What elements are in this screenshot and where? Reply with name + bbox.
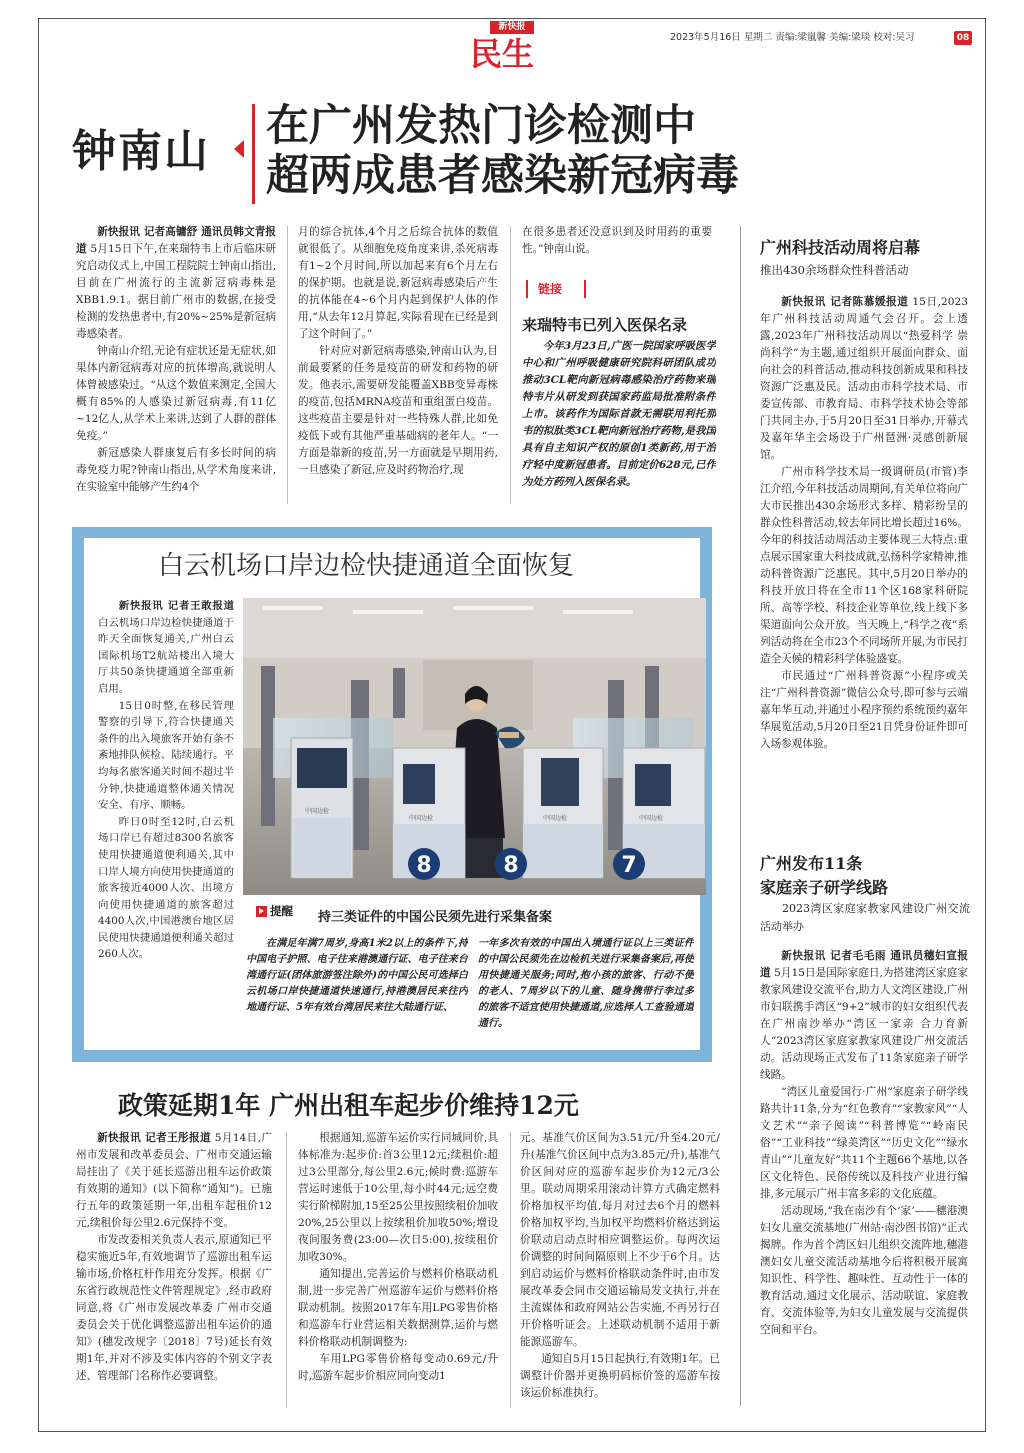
lead-arrow: [234, 140, 244, 158]
lead-paragraph: 月的综合抗体,4个月之后综合抗体的数值就很低了。从细胞免疫角度来讲,杀死病毒有1~2个月时间,所以加起来有6个月左右的保护期。也就是说,新冠病毒感染后产生的抗体能在4~6个月内起到保护人体的作用,“从去年12月算起,实际看现在已经是到了这个时间了。”: [298, 226, 498, 340]
taxi-column-1: 新快报讯 记者王彤报道 5月14日,广州市发展和改革委员会、广州市交通运输局挂出了《关于延长巡游出租车运价政策有效期的通知》(以下简称“通知”)。已施行五年的政策延期一年,出租车起租价12元,续租价每公里2.6元保持不变。 市发改委相关负责人表示,原通知已平稳实施近5年,有效地调节了巡游出租车运输市场,价格杠杆作用充分发挥。根据《广东省行政规范性文件管理规定》,经市政府同意,将《广州市发展改革委 广州市交通委员会关于优化调整巡游出租车运价的通知》(穗发改规字〔2018〕7号)延长有效期1年,并对不涉及实体内容的个别文字表述、管理部门名称作必要调整。: [76, 1132, 272, 1382]
section-title: 民生: [470, 35, 535, 73]
lead-column-1: [76, 224, 276, 506]
tip-column-1: 在满足年满7周岁,身高1米2以上的条件下,持中国电子护照、电子往来港澳通行证、电子往来台湾通行证(团体旅游签注除外)的中国公民可选择白云机场口岸快捷通道快速通行,持港澳居民来往内地通行证、5年有效台湾居民来往大陆通行证、: [246, 938, 468, 1013]
airport-photo: [243, 598, 706, 895]
lead-paragraph: 5月15日下午,在来瑞特韦上市后临床研究启动仪式上,中国工程院院士钟南山指出,目前在广州流行的主流新冠病毒株是XBB1.9.1。据目前广州市的数据,在接受检测的发热患者中,有20%~25%是新冠病毒感染者。: [76, 243, 276, 340]
taxi-byline: 新快报讯 记者王彤报道: [97, 1132, 211, 1144]
tip-title: 持三类证件的中国公民须先进行采集备案: [318, 910, 553, 925]
masthead-meta: 2023年5月16日 星期二 责编:梁嵐馨 美编:梁琰 校对:吴习: [670, 32, 915, 43]
taxi-column-2: 根据通知,巡游车运价实行同城同价,具体标准为:起步价:首3公里12元;续租价:超过3公里部分,每公里2.6元;候时费:巡游车营运时速低于10公里,每小时44元;远空费实行阶梯附加,15至25公里按照续租价加收20%,25公里以上按续租价加收50%;增设夜间服务费(23:00—次日5:00),按续租价加收30%。 通知提出,完善运价与燃料价格联动机制,进一步完善广州巡游车运价与燃料价格联动机制。按照2017年车用LPG零售价格和巡游车行业营运相关数据测算,运价与燃料价格联动机制调整为: 车用LPG零售价格每变动0.69元/升时,巡游车起步价相应同向变动1: [298, 1132, 498, 1382]
gate-brand-label: 中国边检: [409, 815, 434, 822]
sidebar1-byline: 新快报讯 记者陈慕媛报道: [781, 296, 909, 308]
svg-text:7: 7: [621, 853, 637, 878]
sidebar1-subtitle: 推出430余场群众性科普活动: [760, 263, 909, 277]
lead-paragraph: 在很多患者还没意识到及时用药的重要性。”钟南山说。: [522, 226, 712, 255]
sidebar1-body: 新快报讯 记者陈慕媛报道 15日,2023年广州科技活动周通气会召开。会上透露,2023年广州科技活动周以“热爱科学 崇尚科学”为主题,通过组织开展面向群众、面向社会的科普活动,推动科技创新成果和科技资源广泛惠及民。活动由市科学技术局、市委宣传部、市教育局、市科学技术协会等部门共同主办,于5月20日至31日举办,开幕式及嘉年华主会场设于广州琶洲·灵感创新展馆。 广州市科学技术局一级调研员(市管)李江介绍,今年科技活动周期间,有关单位将向广大市民推出430余场形式多样、精彩纷呈的群众性科普活动,较去年同比增长超过16%。今年的科技活动周活动主要体现三大特点:重点展示国家重大科技成就,弘扬科学家精神,推动科普资源广泛惠民。其中,5月20日举办的科技开放日将在全市11个区168家科研院所、高等学校、科技企业等单位,线上线下多渠道面向公众开放。当天晚上,“科学之夜”系列活动将在全市23个不同场所开展,为市民打造全天候的精彩科学体验盛宴。 市民通过“广州科普资源”小程序或关注“广州科普资源”微信公众号,即可参与云端嘉年华互动,并通过小程序预约系统预约嘉年华展览活动,5月20日至21日凭身份证件即可入场参观体验。: [760, 296, 968, 750]
link-label: 链接: [538, 282, 563, 296]
lead-column-3: [522, 224, 712, 264]
airport-byline: 新快报讯 记者王敢报道: [118, 600, 234, 612]
gate-kiosk: [523, 748, 603, 878]
svg-text:8: 8: [416, 853, 432, 878]
lead-name: 钟南山: [72, 126, 210, 177]
lead-divider: [252, 104, 255, 204]
gate-brand-label: 中国边检: [543, 815, 568, 822]
gate-brand-label: 中国边检: [639, 815, 664, 822]
airport-body: 新快报讯 记者王敢报道 白云机场口岸边检快捷通道于昨天全面恢复通关,广州白云国际机场T2航站楼出入境大厅共50条快捷通道全部重新启用。 15日0时整,在移民管理警察的引导下,符合快捷通关条件的出入境旅客开始有条不紊地排队候检、陆续通行。平均每名旅客通关时间不超过半分钟,快捷通道整体通关情况安全、有序、顺畅。 昨日0时至12时,白云机场口岸已有超过8300名旅客使用快捷通道便利通关,其中口岸人境方向使用快捷通道的旅客接近4000人次、出境方向使用快捷通道的旅客超过4400人次,中国港澳台地区居民使用快捷通道便利通关超过260人次。: [98, 600, 234, 961]
link-body: 今年3月23日,广医一院国家呼吸医学中心和广州呼吸健康研究院科研团队成功推动3CL靶向新冠病毒感染治疗药物来瑞特韦片从研发到获国家药监局批准附条件上市。该药作为国际首款无需联用利托那韦的拟肽类3CL靶向新冠治疗药物,是我国具有自主知识产权的原创1类新药,用于治疗轻中度新冠患者。目前定价628元,已作为处方药列入医保名录。: [522, 340, 716, 488]
lead-headline-line-1: 在广州发热门诊检测中: [266, 101, 696, 151]
taxi-column-3: 元。基准气价区间为3.51元/升至4.20元/升(基准气价区间中点为3.85元/升),基准气价区间对应的巡游车起步价为12元/3公里。联动周期采用滚动计算方式确定燃料价格加权平均值,每月对过去6个月的燃料价格加权平均,当加权平均燃料价格达到运价联动启动点时相应调整运价。每两次运价调整的时间间隔原则上不少于6个月。达到启动运价与燃料价格联动条件时,由市发展改革委会同市交通运输局发文执行,并在主流媒体和政府网站公告实施,不再另行召开价格听证会。上述联动机制不适用于新能源巡游车。 通知自5月15日起执行,有效期1年。已调整计价器并更换明码标价签的巡游车按该运价标准执行。: [520, 1132, 720, 1399]
tip-label: 提醒: [270, 904, 293, 918]
gate-number-badge: [495, 848, 527, 880]
lead-headline-line-2: 超两成患者感染新冠病毒: [266, 151, 739, 201]
lead-paragraph: 新冠感染人群康复后有多长时间的病毒免疫力呢?钟南山指出,从学术角度来讲,在实验室中能够产生约4个: [76, 447, 276, 493]
taxi-headline: 政策延期1年 广州出租车起步价维持12元: [118, 1091, 579, 1120]
gate-number-badge: [408, 848, 440, 880]
svg-text:8: 8: [503, 853, 519, 878]
lead-paragraph: 钟南山介绍,无论有症状还是无症状,如果体内新冠病毒对应的抗体增高,就说明人体曾被感染过。“从这个数值来测定,全国大概有85%的人感染过新冠病毒,有11亿~12亿人,从学术上来讲,达到了人群的群体免疫。”: [76, 345, 276, 442]
sidebar2-byline: 新快报讯 记者毛毛雨 通讯员穗妇宣报道: [760, 950, 968, 979]
lead-paragraph: 针对应对新冠病毒感染,钟南山认为,目前最要紧的任务是疫苗的研发和药物的研发。他表示,需要研发能覆盖XBB变异毒株的疫苗,包括MRNA疫苗和重组蛋白疫苗。这些疫苗主要是针对一些特殊人群,比如免疫低下或有其他严重基础病的老年人。“一方面是靠新的疫苗,另一方面就是早期用药,一旦感染了新冠,应及时药物治疗,现: [298, 345, 498, 476]
airport-title: 白云机场口岸边检快捷通道全面恢复: [158, 551, 575, 581]
gate-brand-label: 中国边检: [305, 808, 330, 815]
gate-number-badge: [613, 848, 645, 880]
lead-byline: 新快报讯 记者高镛舒 通讯员韩文青报道: [76, 226, 276, 255]
link-title: 来瑞特韦已列入医保名录: [522, 316, 688, 334]
sidebar2-body: 新快报讯 记者毛毛雨 通讯员穗妇宣报道 5月15日是国际家庭日,为搭建湾区家庭家教家风建设交流平台,助力人文湾区建设,广州市妇联携手湾区“9+2”城市的妇女组织代表在广州南沙举办“湾区一家亲 合力育新人”2023湾区家庭家教家风建设广州交流活动。活动现场正式发布了11条家庭亲子研学线路。 “湾区儿童爱国行·广州”家庭亲子研学线路共计11条,分为“红色教育”“家教家风”“人文艺术”“亲子阅读”“科普博览”“岭南民俗”“工业科技”“绿美湾区”“历史文化”“绿水青山”“儿童友好”共11个主题66个基地,以各区文化特色、民俗传统以及科技产业进行编排,多元展示广州丰富多彩的文化底蕴。 活动现场,“我在南沙有个‘家’——穗港澳妇女儿童交流基地(广州站·南沙图书馆)”正式揭牌。作为首个湾区妇儿组织交流阵地,穗港澳妇女儿童交流活动基地今后将积极开展寓知识性、科学性、趣味性、互动性于一体的教育活动,通过文化展示、活动联谊、家庭教育、交流体验等,为妇女儿童发展与交流提供空间和平台。: [760, 950, 968, 1336]
link-box-rule: [526, 280, 528, 298]
masthead-tag: 新快报: [490, 21, 534, 34]
tip-column-2: 一年多次有效的中国出入境通行证以上三类证件的中国公民须先在边检机关进行采集备案后,再使用快捷通关服务;同时,抱小孩的旅客、行动不便的老人、7周岁以下的儿童、随身携带行李过多的旅客不适宜使用快捷通道,应选择人工查验通道通行。: [478, 938, 694, 1029]
page-number-badge: 08: [954, 31, 972, 45]
lead-column-2: [298, 224, 498, 506]
sidebar2-subtitle: 2023湾区家庭家教家风建设广州交流活动举办: [760, 902, 970, 933]
sidebar2-title-line-2: 家庭亲子研学线路: [760, 878, 889, 897]
sidebar1-title: 广州科技活动周将启幕: [760, 238, 921, 257]
sidebar2-title-line-1: 广州发布11条: [760, 854, 863, 873]
